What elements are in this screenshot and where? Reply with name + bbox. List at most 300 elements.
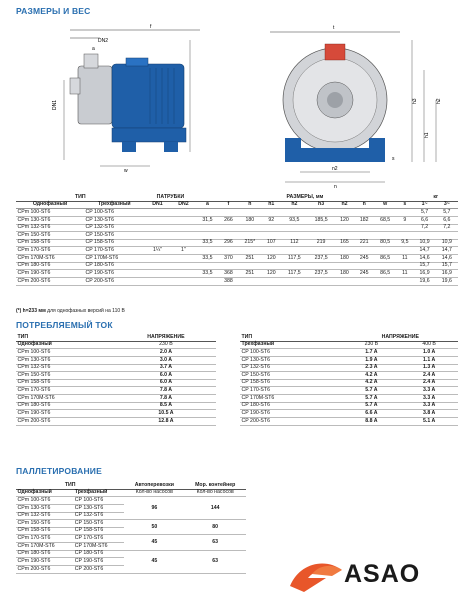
table-cell: 14,6 bbox=[414, 255, 436, 263]
table-cell bbox=[281, 224, 307, 232]
table-cell bbox=[414, 232, 436, 240]
table-cell: CP 132-ST6 bbox=[73, 512, 124, 520]
table-cell: 107 bbox=[261, 239, 281, 247]
pallet-subheader-cell: Однофазный bbox=[16, 489, 73, 497]
table-cell bbox=[219, 224, 239, 232]
table-cell: CPm 180-ST6 bbox=[16, 550, 73, 558]
table-cell: CP 100-ST6 bbox=[240, 349, 343, 357]
table-cell bbox=[374, 262, 396, 270]
table-cell bbox=[170, 270, 196, 278]
current-three-phase-table bbox=[240, 334, 458, 426]
table-cell: CPm 132-ST6 bbox=[16, 512, 73, 520]
table-cell: 7.8 A bbox=[116, 387, 216, 395]
table-row bbox=[240, 356, 458, 364]
table-row bbox=[16, 209, 458, 217]
table-cell: 221 bbox=[354, 239, 374, 247]
table-row bbox=[16, 270, 458, 278]
table-cell bbox=[374, 224, 396, 232]
table-cell: 6.0 A bbox=[116, 372, 216, 380]
cur3-sub-230: 230 В bbox=[343, 341, 401, 349]
table-cell: CP 158-ST6 bbox=[84, 239, 145, 247]
table-cell bbox=[145, 239, 171, 247]
table-cell: CP 150-ST6 bbox=[84, 232, 145, 240]
table-cell: 33,5 bbox=[196, 270, 218, 278]
pallet-auto-count: 96 bbox=[124, 497, 184, 520]
dims-subheader-cell: h2 bbox=[281, 201, 307, 209]
table-cell bbox=[196, 247, 218, 255]
table-cell: CP 180-ST6 bbox=[73, 550, 124, 558]
table-row bbox=[16, 550, 246, 558]
table-cell bbox=[335, 224, 355, 232]
table-row bbox=[240, 402, 458, 410]
table-cell: 266 bbox=[219, 216, 239, 224]
table-row bbox=[240, 349, 458, 357]
label-h1: h1 bbox=[424, 132, 430, 138]
table-cell: 33,5 bbox=[196, 239, 218, 247]
table-cell bbox=[219, 262, 239, 270]
table-cell: CP 150-ST6 bbox=[240, 372, 343, 380]
table-cell: 3.8 A bbox=[400, 410, 458, 418]
table-cell: CP 170M-ST6 bbox=[73, 543, 124, 551]
table-cell bbox=[374, 247, 396, 255]
label-w: w bbox=[124, 168, 128, 174]
table-cell: 180 bbox=[335, 255, 355, 263]
table-cell: 2.4 A bbox=[400, 379, 458, 387]
table-row bbox=[240, 364, 458, 372]
table-cell: 1.7 A bbox=[343, 349, 401, 357]
cur3-header-voltage: НАПРЯЖЕНИЕ bbox=[343, 334, 458, 341]
pallet-sea-count: 63 bbox=[184, 535, 246, 550]
table-cell: CP 158-ST6 bbox=[73, 527, 124, 535]
table-cell bbox=[354, 262, 374, 270]
table-cell: 3.3 A bbox=[400, 402, 458, 410]
table-cell bbox=[396, 232, 413, 240]
table-cell: CPm 132-ST6 bbox=[16, 364, 116, 372]
table-cell bbox=[170, 255, 196, 263]
table-cell bbox=[335, 209, 355, 217]
table-cell: CPm 150-ST6 bbox=[16, 520, 73, 528]
table-cell bbox=[335, 247, 355, 255]
table-row bbox=[16, 356, 216, 364]
table-row bbox=[240, 418, 458, 426]
table-row bbox=[16, 372, 216, 380]
table-cell: 6.6 A bbox=[343, 410, 401, 418]
header-dimensions: РАЗМЕРЫ, мм bbox=[196, 194, 413, 201]
table-cell: CPm 130-ST6 bbox=[16, 356, 116, 364]
table-cell bbox=[145, 262, 171, 270]
table-row bbox=[240, 410, 458, 418]
cur1-sub-type: Однофазный bbox=[16, 341, 116, 349]
table-cell: 245 bbox=[354, 255, 374, 263]
pallet-body bbox=[16, 497, 246, 573]
table-row bbox=[16, 239, 458, 247]
dims-subheader-cell: n2 bbox=[335, 201, 355, 209]
table-cell: 5,7 bbox=[436, 209, 458, 217]
table-cell: CPm 158-ST6 bbox=[16, 239, 84, 247]
table-cell: 237,5 bbox=[308, 270, 335, 278]
table-cell bbox=[170, 224, 196, 232]
header-ports: ПАТРУБКИ bbox=[145, 194, 197, 201]
table-cell bbox=[238, 247, 261, 255]
table-cell: 11 bbox=[396, 270, 413, 278]
table-cell: CP 190-ST6 bbox=[240, 410, 343, 418]
table-cell bbox=[374, 209, 396, 217]
table-cell bbox=[238, 262, 261, 270]
current-single-phase-table bbox=[16, 334, 216, 426]
table-row bbox=[240, 379, 458, 387]
table-cell: 368 bbox=[219, 270, 239, 278]
table-cell: CP 180-ST6 bbox=[240, 402, 343, 410]
table-cell bbox=[354, 209, 374, 217]
table-cell bbox=[335, 232, 355, 240]
table-cell: CPm 190-ST6 bbox=[16, 270, 84, 278]
label-s: s bbox=[392, 156, 395, 162]
table-cell: CPm 180-ST6 bbox=[16, 262, 84, 270]
table-cell bbox=[354, 278, 374, 286]
pallet-subheader-cell: Кол-во насосов bbox=[124, 489, 184, 497]
table-cell: CPm 170M-ST6 bbox=[16, 255, 84, 263]
table-cell: 117,5 bbox=[281, 270, 307, 278]
table-cell: CPm 190-ST6 bbox=[16, 558, 73, 566]
table-cell bbox=[219, 232, 239, 240]
dims-subheader-row bbox=[16, 201, 458, 209]
table-cell: CP 200-ST6 bbox=[73, 566, 124, 574]
cur1-header-voltage: НАПРЯЖЕНИЕ bbox=[116, 334, 216, 341]
table-row bbox=[16, 216, 458, 224]
table-cell: 3.3 A bbox=[400, 387, 458, 395]
table-cell bbox=[170, 262, 196, 270]
section-title-pallet: ПАЛЛЕТИРОВАНИЕ bbox=[16, 466, 102, 476]
table-cell: CP 170M-ST6 bbox=[240, 395, 343, 403]
table-cell: 5.7 A bbox=[343, 402, 401, 410]
table-cell: CPm 170-ST6 bbox=[16, 535, 73, 543]
dims-subheader-cell: w bbox=[374, 201, 396, 209]
table-cell bbox=[261, 209, 281, 217]
table-row bbox=[16, 247, 458, 255]
table-cell: 3.3 A bbox=[400, 395, 458, 403]
table-cell: 182 bbox=[354, 216, 374, 224]
dims-subheader-cell: h3 bbox=[308, 201, 335, 209]
table-cell: 68,5 bbox=[374, 216, 396, 224]
table-cell bbox=[145, 255, 171, 263]
table-cell: 185,5 bbox=[308, 216, 335, 224]
table-cell: 5.7 A bbox=[343, 387, 401, 395]
table-cell: 251 bbox=[238, 255, 261, 263]
table-cell: CP 170M-ST6 bbox=[84, 255, 145, 263]
table-row bbox=[240, 372, 458, 380]
table-cell: 6.0 A bbox=[116, 379, 216, 387]
dims-body bbox=[16, 209, 458, 285]
table-cell: 31,5 bbox=[196, 216, 218, 224]
table-cell: CP 190-ST6 bbox=[84, 270, 145, 278]
table-cell: CPm 170-ST6 bbox=[16, 247, 84, 255]
table-cell bbox=[145, 224, 171, 232]
table-cell bbox=[170, 209, 196, 217]
label-dn1: DN1 bbox=[52, 99, 58, 110]
section-title-dimensions: РАЗМЕРЫ И ВЕС bbox=[16, 6, 91, 16]
table-cell bbox=[396, 247, 413, 255]
table-cell bbox=[238, 278, 261, 286]
table-cell: 12.8 A bbox=[116, 418, 216, 426]
dims-subheader-cell: n bbox=[354, 201, 374, 209]
table-cell bbox=[396, 209, 413, 217]
table-cell: CP 200-ST6 bbox=[84, 278, 145, 286]
table-row bbox=[240, 395, 458, 403]
table-cell bbox=[196, 278, 218, 286]
table-cell: 2.3 A bbox=[343, 364, 401, 372]
table-row bbox=[240, 387, 458, 395]
table-row bbox=[16, 349, 216, 357]
table-cell bbox=[238, 232, 261, 240]
table-cell: 1.3 A bbox=[400, 364, 458, 372]
table-cell bbox=[335, 278, 355, 286]
table-cell: 5.7 A bbox=[343, 395, 401, 403]
table-cell: CPm 150-ST6 bbox=[16, 372, 116, 380]
table-cell: CPm 158-ST6 bbox=[16, 379, 116, 387]
table-cell: 117,5 bbox=[281, 255, 307, 263]
table-cell: 237,5 bbox=[308, 255, 335, 263]
label-h2: h2 bbox=[436, 98, 442, 104]
cur3-sub-400: 400 В bbox=[400, 341, 458, 349]
table-row bbox=[16, 364, 216, 372]
table-cell bbox=[335, 262, 355, 270]
section-title-current: ПОТРЕБЛЯЕМЫЙ ТОК bbox=[16, 320, 113, 330]
table-row bbox=[16, 387, 216, 395]
pallet-sea-count: 80 bbox=[184, 520, 246, 535]
table-cell: CP 200-ST6 bbox=[240, 418, 343, 426]
table-cell: CP 132-ST6 bbox=[84, 224, 145, 232]
table-cell bbox=[238, 224, 261, 232]
dims-subheader-cell: Трехфазный bbox=[84, 201, 145, 209]
table-cell: 1.0 A bbox=[400, 349, 458, 357]
pallet-table bbox=[16, 482, 246, 574]
pallet-sea-count: 144 bbox=[184, 497, 246, 520]
table-cell: 165 bbox=[335, 239, 355, 247]
table-cell: 5.1 A bbox=[400, 418, 458, 426]
table-cell: CPm 100-ST6 bbox=[16, 209, 84, 217]
table-cell bbox=[308, 209, 335, 217]
table-cell: CPm 180-ST6 bbox=[16, 402, 116, 410]
table-cell: 251 bbox=[238, 270, 261, 278]
table-cell: CPm 200-ST6 bbox=[16, 278, 84, 286]
table-cell bbox=[238, 209, 261, 217]
pallet-subheader-row bbox=[16, 489, 246, 497]
pallet-header-sea: Мор. контейнер bbox=[184, 482, 246, 489]
pallet-auto-count: 50 bbox=[124, 520, 184, 535]
table-cell: 296 bbox=[219, 239, 239, 247]
table-cell: 19,6 bbox=[436, 278, 458, 286]
footnote bbox=[16, 308, 125, 314]
table-cell bbox=[308, 278, 335, 286]
table-cell bbox=[308, 224, 335, 232]
table-cell: 8.8 A bbox=[343, 418, 401, 426]
table-cell: 1.1 A bbox=[400, 356, 458, 364]
table-cell bbox=[436, 232, 458, 240]
table-cell: 4.2 A bbox=[343, 379, 401, 387]
cur3-body bbox=[240, 341, 458, 425]
table-cell: CP 190-ST6 bbox=[73, 558, 124, 566]
table-cell: CP 130-ST6 bbox=[240, 356, 343, 364]
table-cell: 5,7 bbox=[414, 209, 436, 217]
table-row bbox=[16, 262, 458, 270]
table-cell bbox=[196, 262, 218, 270]
label-f: f bbox=[150, 24, 152, 30]
footnote-bold: (*) h=233 мм bbox=[16, 308, 46, 314]
table-cell: 6,6 bbox=[414, 216, 436, 224]
table-cell: 120 bbox=[261, 255, 281, 263]
table-cell bbox=[281, 262, 307, 270]
table-cell bbox=[261, 262, 281, 270]
table-cell: 7.8 A bbox=[116, 395, 216, 403]
table-cell bbox=[145, 209, 171, 217]
table-cell bbox=[261, 247, 281, 255]
table-row bbox=[16, 278, 458, 286]
cur1-body bbox=[16, 341, 216, 425]
table-cell: 7,2 bbox=[414, 224, 436, 232]
table-cell bbox=[261, 224, 281, 232]
table-row bbox=[16, 232, 458, 240]
table-cell: CP 100-ST6 bbox=[84, 209, 145, 217]
table-cell: CPm 100-ST6 bbox=[16, 349, 116, 357]
table-cell bbox=[374, 232, 396, 240]
table-cell bbox=[196, 224, 218, 232]
dims-subheader-cell: 3~ bbox=[436, 201, 458, 209]
table-cell: 219 bbox=[308, 239, 335, 247]
label-h3: h3 bbox=[412, 98, 418, 104]
table-cell bbox=[170, 216, 196, 224]
table-cell: 92 bbox=[261, 216, 281, 224]
header-type: ТИП bbox=[16, 194, 145, 201]
table-cell bbox=[308, 262, 335, 270]
label-t: t bbox=[333, 25, 335, 31]
table-cell: 10,9 bbox=[414, 239, 436, 247]
table-cell: 388 bbox=[219, 278, 239, 286]
table-cell: CP 130-ST6 bbox=[84, 216, 145, 224]
table-cell: 16,9 bbox=[436, 270, 458, 278]
table-cell bbox=[308, 247, 335, 255]
table-cell: CPm 100-ST6 bbox=[16, 497, 73, 505]
dims-subheader-cell: 1~ bbox=[414, 201, 436, 209]
table-cell: CPm 200-ST6 bbox=[16, 566, 73, 574]
table-cell: 180 bbox=[335, 270, 355, 278]
table-cell: CPm 130-ST6 bbox=[16, 216, 84, 224]
table-cell: 80,5 bbox=[374, 239, 396, 247]
table-cell: CP 150-ST6 bbox=[73, 520, 124, 528]
table-cell bbox=[354, 232, 374, 240]
dims-subheader-cell: f bbox=[219, 201, 239, 209]
asao-logo-text: ASAO bbox=[344, 560, 421, 588]
table-cell: 1¼" bbox=[145, 247, 171, 255]
table-cell: 120 bbox=[335, 216, 355, 224]
table-cell: 86,5 bbox=[374, 270, 396, 278]
table-row bbox=[16, 535, 246, 543]
label-n2: n2 bbox=[332, 166, 338, 172]
table-cell: CP 180-ST6 bbox=[84, 262, 145, 270]
table-row bbox=[16, 379, 216, 387]
table-cell bbox=[261, 232, 281, 240]
table-cell bbox=[196, 232, 218, 240]
table-cell: 10.5 A bbox=[116, 410, 216, 418]
table-cell: CP 100-ST6 bbox=[73, 497, 124, 505]
table-cell bbox=[196, 209, 218, 217]
table-cell: 19,6 bbox=[414, 278, 436, 286]
table-row bbox=[240, 341, 458, 349]
table-cell: CPm 150-ST6 bbox=[16, 232, 84, 240]
table-cell: 8.5 A bbox=[116, 402, 216, 410]
pallet-header-type: ТИП bbox=[16, 482, 124, 489]
table-cell: 3.7 A bbox=[116, 364, 216, 372]
table-cell: 14,6 bbox=[436, 255, 458, 263]
table-cell: 112 bbox=[281, 239, 307, 247]
table-cell: 9 bbox=[396, 216, 413, 224]
table-cell: 14,7 bbox=[436, 247, 458, 255]
table-row bbox=[16, 497, 246, 505]
table-cell: CPm 130-ST6 bbox=[16, 504, 73, 512]
pallet-auto-count: 45 bbox=[124, 535, 184, 550]
table-cell: 7,2 bbox=[436, 224, 458, 232]
table-cell bbox=[170, 239, 196, 247]
table-cell bbox=[354, 224, 374, 232]
footnote-text: для однофазных версий на 110 В bbox=[45, 308, 125, 314]
pallet-auto-count: 45 bbox=[124, 550, 184, 573]
table-cell: CPm 170M-ST6 bbox=[16, 395, 116, 403]
pallet-header-auto: Автоперевозки bbox=[124, 482, 184, 489]
table-cell bbox=[261, 278, 281, 286]
pallet-subheader-cell: Кол-во насосов bbox=[184, 489, 246, 497]
pump-front-view bbox=[270, 32, 436, 182]
table-cell: 16,9 bbox=[414, 270, 436, 278]
table-cell: CPm 200-ST6 bbox=[16, 418, 116, 426]
table-cell: 2.4 A bbox=[400, 372, 458, 380]
dims-subheader-cell: s bbox=[396, 201, 413, 209]
table-cell: CPm 190-ST6 bbox=[16, 410, 116, 418]
pump-side-view bbox=[64, 30, 200, 166]
dims-subheader-cell: DN1 bbox=[145, 201, 171, 209]
table-cell: CPm 158-ST6 bbox=[16, 527, 73, 535]
table-row bbox=[16, 395, 216, 403]
pallet-sea-count: 63 bbox=[184, 550, 246, 573]
table-cell: 215* bbox=[238, 239, 261, 247]
table-row bbox=[16, 418, 216, 426]
table-cell: CPm 170M-ST6 bbox=[16, 543, 73, 551]
label-a: a bbox=[92, 46, 95, 52]
table-cell bbox=[354, 247, 374, 255]
table-cell: 86,5 bbox=[374, 255, 396, 263]
table-cell bbox=[281, 247, 307, 255]
dims-subheader-cell: a bbox=[196, 201, 218, 209]
dims-subheader-cell: h1 bbox=[261, 201, 281, 209]
dims-subheader-cell: DN2 bbox=[170, 201, 196, 209]
table-cell: 2.0 A bbox=[116, 349, 216, 357]
dimensions-table bbox=[16, 194, 458, 286]
table-cell: CP 130-ST6 bbox=[73, 504, 124, 512]
table-cell bbox=[145, 232, 171, 240]
table-cell: 33,5 bbox=[196, 255, 218, 263]
table-cell: 9,5 bbox=[396, 239, 413, 247]
table-cell: 1.9 A bbox=[343, 356, 401, 364]
table-cell: 370 bbox=[219, 255, 239, 263]
table-cell bbox=[219, 247, 239, 255]
table-cell: CP 132-ST6 bbox=[240, 364, 343, 372]
cur1-header-type: ТИП bbox=[16, 334, 116, 341]
table-cell: 93,5 bbox=[281, 216, 307, 224]
table-cell: 14,7 bbox=[414, 247, 436, 255]
table-cell bbox=[281, 278, 307, 286]
table-cell bbox=[396, 278, 413, 286]
table-cell bbox=[170, 278, 196, 286]
table-cell: 3.0 A bbox=[116, 356, 216, 364]
table-cell bbox=[219, 209, 239, 217]
